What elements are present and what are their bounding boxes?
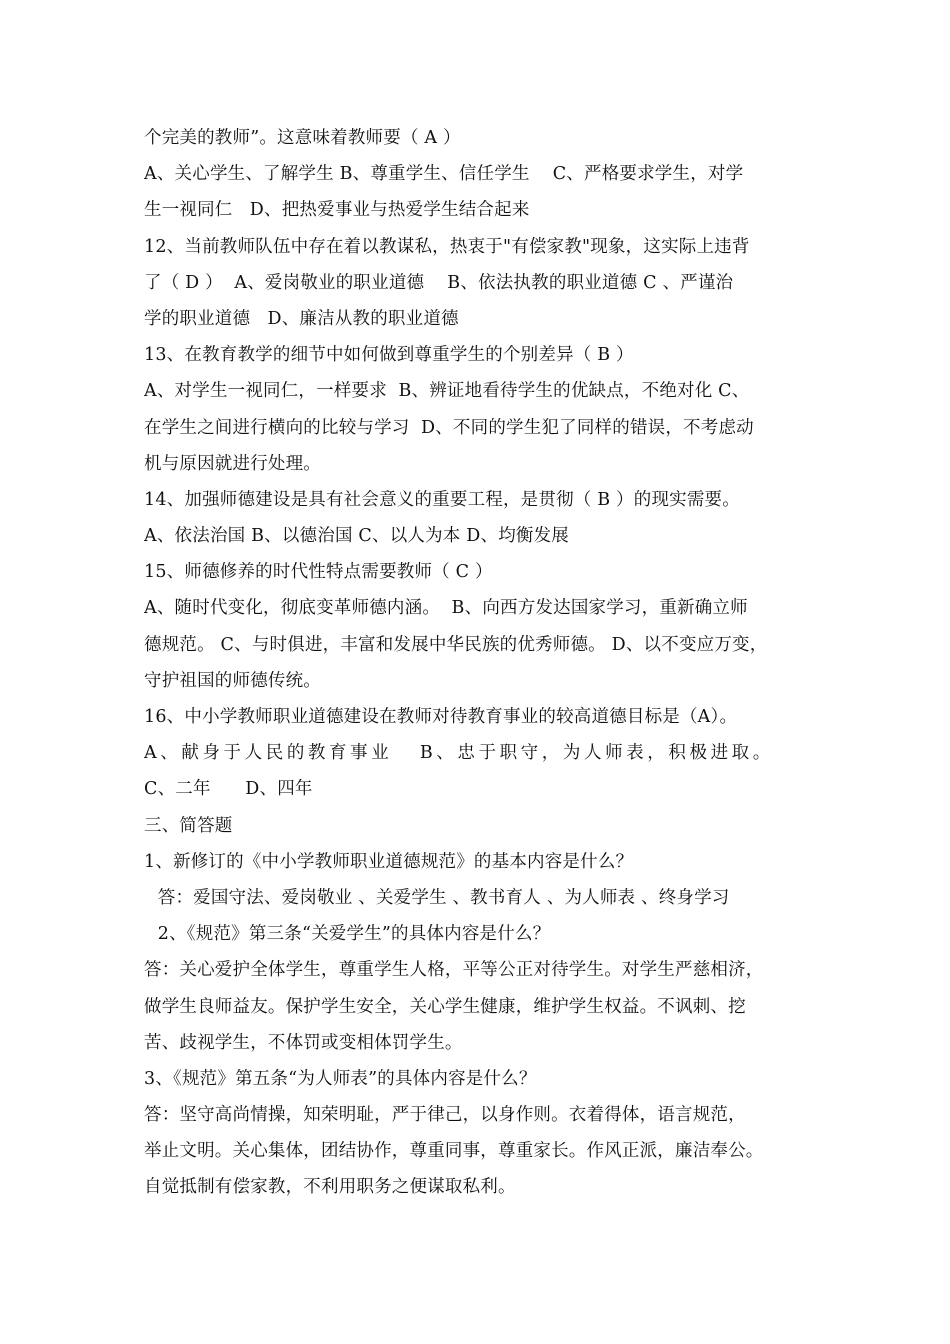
question-14: 14、加强师德建设是具有社会意义的重要工程，是贯彻（ B ）的现实需要。: [144, 489, 740, 510]
text-line: 德规范。 C、与时俱进，丰富和发展中华民族的优秀师德。 D、以不变应万变，: [144, 634, 768, 655]
answer-2: 答：关心爱护全体学生，尊重学生人格，平等公正对待学生。对学生严慈相济，: [144, 960, 764, 981]
text-line: 学的职业道德 D、廉洁从教的职业道德: [144, 308, 459, 329]
text-line: A、依法治国 B、以德治国 C、以人为本 D、均衡发展: [144, 526, 570, 547]
text-line: A、对学生一视同仁，一样要求 B、辨证地看待学生的优缺点，不绝对化 C、: [144, 381, 750, 402]
text-line: C、二年 D、四年: [144, 779, 313, 800]
short-answer-question-2: 2、《规范》第三条“关爱学生”的具体内容是什么？: [152, 924, 551, 945]
text-line: 自觉抵制有偿家教，不利用职务之便谋取私利。: [144, 1177, 516, 1198]
text-line: A、献身于人民的教育事业 B、忠于职守，为人师表，积极进取。: [144, 743, 774, 764]
text-line: 在学生之间进行横向的比较与学习 D、不同的学生犯了同样的错误，不考虑动: [144, 417, 754, 438]
text-line: 举止文明。关心集体，团结协作，尊重同事，尊重家长。作风正派，廉洁奉公。: [144, 1141, 764, 1162]
text-line: 生一视同仁 D、把热爱事业与热爱学生结合起来: [144, 200, 530, 221]
text-line: 守护祖国的师德传统。: [144, 670, 321, 691]
question-15: 15、师德修养的时代性特点需要教师（ C ）: [144, 562, 493, 583]
answer-3: 答：坚守高尚情操，知荣明耻，严于律己，以身作则。衣着得体，语言规范，: [144, 1105, 746, 1126]
text-line: 苦、歧视学生，不体罚或变相体罚学生。: [144, 1032, 463, 1053]
text-line: 了（ D ） A、爱岗敬业的职业道德 B、依法执教的职业道德 C 、严谨治: [144, 272, 734, 293]
short-answer-question-3: 3、《规范》第五条“为人师表”的具体内容是什么？: [144, 1068, 537, 1089]
document-body: [144, 120, 834, 1206]
answer-1: 答：爱国守法、爱岗敬业 、关爱学生 、教书育人 、为人师表 、终身学习: [152, 887, 730, 908]
question-12: 12、当前教师队伍中存在着以教谋私，热衷于"有偿家教"现象，这实际上违背: [144, 236, 750, 257]
section-heading: 三、简答题: [144, 815, 233, 836]
text-line: A、关心学生、了解学生 B、尊重学生、信任学生 C、严格要求学生，对学: [144, 164, 744, 185]
question-13: 13、在教育教学的细节中如何做到尊重学生的个别差异（ B ）: [144, 345, 634, 366]
short-answer-question-1: 1、新修订的《中小学教师职业道德规范》的基本内容是什么？: [144, 851, 634, 872]
question-16: 16、中小学教师职业道德建设在教师对待教育事业的较高道德目标是（A）。: [144, 707, 738, 727]
text-line: 机与原因就进行处理。: [144, 453, 321, 474]
text-line: 个完美的教师”。这意味着教师要（ A ）: [144, 128, 461, 148]
text-line: 做学生良师益友。保护学生安全，关心学生健康，维护学生权益。不讽刺、挖: [144, 996, 746, 1017]
text-line: A、随时代变化，彻底变革师德内涵。 B、向西方发达国家学习，重新确立师: [144, 598, 748, 619]
